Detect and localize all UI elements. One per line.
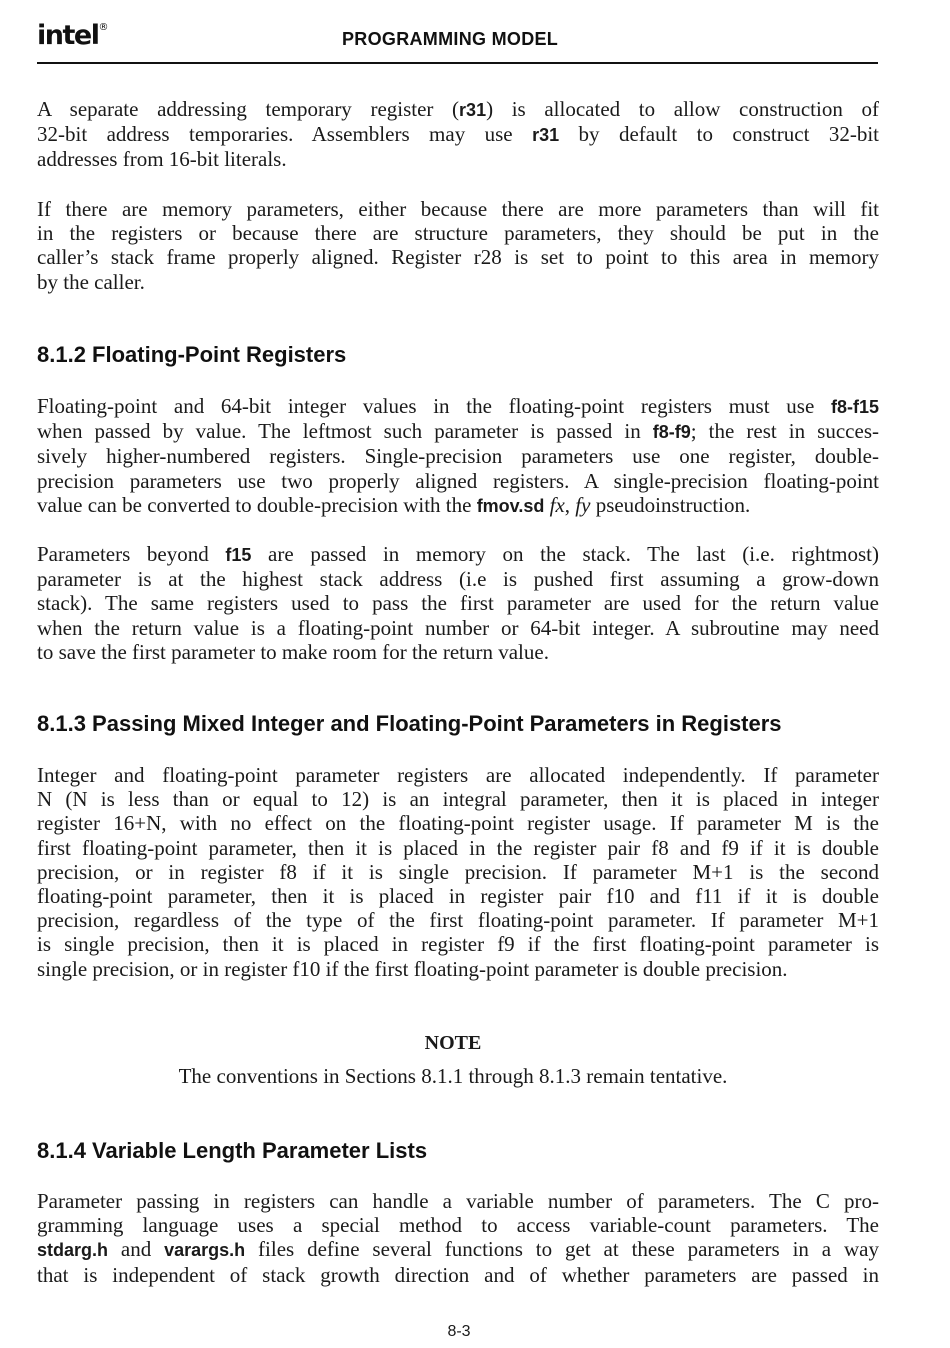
note-title: NOTE bbox=[424, 1032, 482, 1054]
page-header bbox=[37, 16, 878, 64]
intel-logo: intel® bbox=[37, 20, 109, 51]
section-heading-8-1-4: 8.1.4 Variable Length Parameter Lists bbox=[37, 1138, 428, 1163]
note-text: The conventions in Sections 8.1.1 through 8.1.3 remain tentative. bbox=[178, 1064, 728, 1088]
running-head: PROGRAMMING MODEL bbox=[342, 29, 559, 49]
paragraph-variable-length-lists: Parameter passing in registers can handle a variable number of parameters. The C pro- gramming language uses a special method to access variable-count parameters. The stdarg.h and varargs.h files define several functions to get at these parameters in a way that is independent of stack growth direction and of whether parameters are passed in bbox=[37, 1189, 879, 1287]
page-number: 8-3 bbox=[447, 1323, 471, 1340]
paragraph-mixed-parameters: Integer and floating-point parameter registers are allocated independently. If parameter N (N is less than or equal to 12) is an integral parameter, then it is placed in integer register 16+N, with no effect on the floating-point register usage. If parameter M is the first floating-point parameter, then it is placed in the register pair f8 and f9 if it is double precision, or in register f8 if it is single precision. If parameter M+1 is the second floating-point parameter, then it is placed in register pair f10 and f11 if it is double precision, regardless of the type of the first floating-point parameter. If parameter M+1 is single precision, then it is placed in register f9 if the first floating-point parameter is single precision, or in register f10 if the first floating-point parameter is double precision. bbox=[37, 763, 879, 981]
paragraph-stack-parameters: Parameters beyond f15 are passed in memory on the stack. The last (i.e. rightmost) parameter is at the highest stack address (i.e is pushed first assuming a grow-down stack). The same registers used to pass the first parameter are used for the return value when the return value is a floating-point number or 64-bit integer. A subroutine may need to save the first parameter to make room for the return value. bbox=[37, 542, 879, 664]
paragraph-floating-point-registers: Floating-point and 64-bit integer values in the floating-point registers must use f8-f15 when passed by value. The leftmost such parameter is passed in f8-f9; the rest in succes- sively higher-numbered registers. Single-precision parameters use one register, double- precision parameters use two properly aligned registers. A single-precision floating-point value can be converted to double-precision with the fmov.sd fx, fy pseudoinstruction. bbox=[37, 394, 879, 517]
section-heading-8-1-2: 8.1.2 Floating-Point Registers bbox=[37, 342, 347, 367]
paragraph-memory-parameters: If there are memory parameters, either because there are more parameters than will fit in the registers or because there are structure parameters, they should be put in the caller’s stack frame properly aligned. Register r28 is set to point to this area in memory by the caller. bbox=[37, 197, 879, 294]
section-heading-8-1-3: 8.1.3 Passing Mixed Integer and Floating-Point Parameters in Registers bbox=[37, 711, 782, 736]
paragraph-addressing-register: A separate addressing temporary register (r31) is allocated to allow construction of 32-bit address temporaries. Assemblers may use r31 by default to construct 32-bit addresses from 16-bit literals. bbox=[37, 97, 880, 172]
